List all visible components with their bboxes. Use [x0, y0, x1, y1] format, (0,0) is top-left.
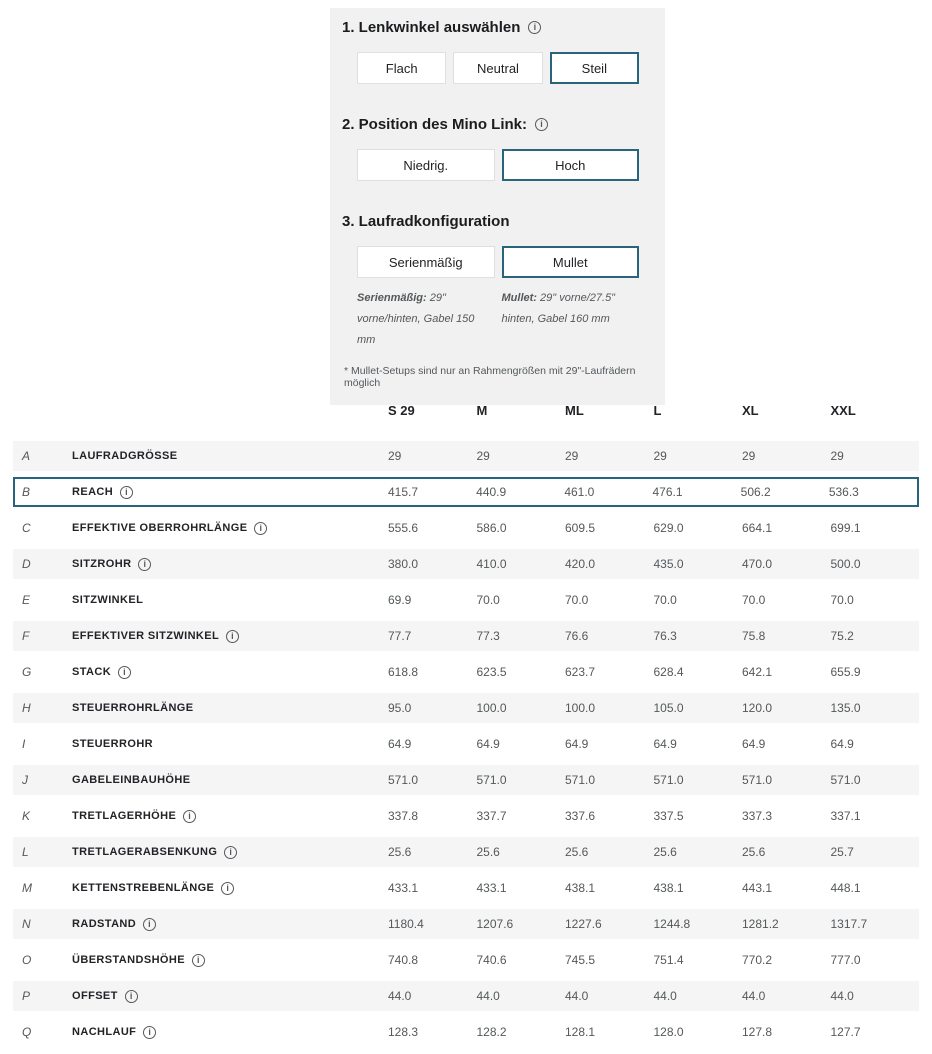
geometry-value: 44.0 [476, 989, 500, 1003]
row-letter: E [22, 593, 31, 607]
geometry-value: 29 [388, 449, 402, 463]
info-icon[interactable]: i [183, 810, 196, 823]
option-hoch-button[interactable]: Hoch [502, 149, 640, 181]
row-label [72, 522, 388, 535]
geometry-value: 1180.4 [388, 917, 424, 931]
geometry-value: 25.7 [830, 845, 854, 859]
row-label-text: ÜBERSTANDSHÖHE [72, 954, 185, 966]
row-label [72, 774, 388, 786]
geometry-value: 44.0 [653, 989, 677, 1003]
geometry-value: 745.5 [565, 953, 596, 967]
geometry-value: 77.3 [476, 629, 500, 643]
geometry-value: 76.6 [565, 629, 589, 643]
geometry-value: 76.3 [653, 629, 677, 643]
option-mullet-button[interactable]: Mullet [502, 246, 640, 278]
minolink-section-title [342, 116, 653, 133]
description-lead: Mullet: [501, 292, 537, 304]
geometry-value: 64.9 [653, 737, 677, 751]
info-icon[interactable]: i [226, 630, 239, 643]
row-letter: M [22, 881, 32, 895]
geometry-value: 128.1 [565, 1025, 596, 1039]
row-label [72, 558, 388, 571]
info-icon[interactable]: i [143, 1026, 156, 1039]
geometry-value: 25.6 [742, 845, 766, 859]
geometry-value: 69.9 [388, 593, 412, 607]
geometry-value: 44.0 [565, 989, 589, 1003]
geometry-value: 555.6 [388, 521, 419, 535]
info-icon[interactable]: i [120, 486, 133, 499]
geometry-row-k[interactable] [13, 801, 919, 831]
row-label-text: LAUFRADGRÖSSE [72, 450, 178, 462]
row-label-text: KETTENSTREBENLÄNGE [72, 882, 215, 894]
headangle-section-title [342, 19, 653, 36]
geometry-row-q[interactable] [13, 1017, 919, 1047]
geometry-value: 623.7 [565, 665, 596, 679]
wheelconfig-section-title [342, 213, 653, 230]
row-label [72, 486, 388, 499]
size-header-row [13, 395, 919, 425]
geometry-value: 135.0 [830, 701, 861, 715]
geometry-value: 337.3 [742, 809, 773, 823]
mullet-footnote: * Mullet-Setups sind nur an Rahmengrößen mit 29"-Laufrädern möglich [344, 365, 636, 389]
geometry-row-h[interactable] [13, 693, 919, 723]
row-label-text: SITZWINKEL [72, 594, 144, 606]
row-label-text: REACH [72, 486, 114, 498]
row-letter: I [22, 737, 26, 751]
geometry-value: 571.0 [830, 773, 861, 787]
row-letter: P [22, 989, 31, 1003]
geometry-value: 415.7 [388, 485, 419, 499]
geometry-row-m[interactable] [13, 873, 919, 903]
geometry-row-c[interactable] [13, 513, 919, 543]
geometry-value: 433.1 [388, 881, 419, 895]
geometry-value: 70.0 [830, 593, 854, 607]
geometry-value: 105.0 [653, 701, 684, 715]
minolink-title-text: 2. Position des Mino Link: [342, 116, 528, 133]
geometry-value: 95.0 [388, 701, 412, 715]
geometry-value: 337.6 [565, 809, 596, 823]
geometry-value: 1227.6 [565, 917, 602, 931]
geometry-value: 699.1 [830, 521, 861, 535]
option-neutral-button[interactable]: Neutral [453, 52, 542, 84]
geometry-value: 337.1 [830, 809, 861, 823]
row-label-text: STEUERROHRLÄNGE [72, 702, 194, 714]
option-flach-button[interactable]: Flach [357, 52, 446, 84]
geometry-value: 25.6 [388, 845, 412, 859]
row-label [72, 450, 388, 462]
row-letter: B [22, 485, 31, 499]
geometry-value: 655.9 [830, 665, 861, 679]
geometry-value: 623.5 [476, 665, 507, 679]
geometry-value: 506.2 [740, 485, 771, 499]
geometry-row-a[interactable] [13, 441, 919, 471]
geometry-value: 500.0 [830, 557, 861, 571]
size-column-header: ML [565, 402, 584, 418]
geometry-value: 435.0 [653, 557, 684, 571]
info-icon[interactable]: i [192, 954, 205, 967]
geometry-value: 586.0 [476, 521, 507, 535]
geometry-value: 337.5 [653, 809, 684, 823]
geometry-value: 1207.6 [476, 917, 514, 931]
row-label-text: TRETLAGERHÖHE [72, 810, 177, 822]
geometry-value: 410.0 [476, 557, 507, 571]
geometry-value: 44.0 [742, 989, 766, 1003]
row-label-text: GABELEINBAUHÖHE [72, 774, 191, 786]
row-label [72, 954, 388, 967]
row-letter: G [22, 665, 32, 679]
row-label [72, 882, 388, 895]
geometry-value: 433.1 [476, 881, 507, 895]
geometry-row-g[interactable] [13, 657, 919, 687]
row-label [72, 594, 388, 606]
geometry-row-f[interactable] [13, 621, 919, 651]
geometry-value: 628.4 [653, 665, 684, 679]
row-label-text: EFFEKTIVE OBERROHRLÄNGE [72, 522, 248, 534]
geometry-value: 64.9 [388, 737, 412, 751]
geometry-value: 1244.8 [653, 917, 691, 931]
geometry-value: 476.1 [652, 485, 683, 499]
row-label [72, 702, 388, 714]
geometry-value: 609.5 [565, 521, 596, 535]
size-column-header: XL [742, 402, 759, 418]
description-text: 29" vorne/27.5" hinten, Gabel 160 mm [501, 292, 616, 325]
row-label [72, 630, 388, 643]
row-letter: Q [22, 1025, 32, 1039]
geometry-value: 25.6 [653, 845, 677, 859]
row-label [72, 810, 388, 823]
row-letter: N [22, 917, 31, 931]
geometry-row-d[interactable] [13, 549, 919, 579]
mullet-description [502, 288, 640, 351]
geometry-row-e[interactable] [13, 585, 919, 615]
geometry-value: 29 [653, 449, 667, 463]
wheelconfig-title-text: 3. Laufradkonfiguration [342, 213, 510, 230]
geometry-rows [0, 441, 932, 1047]
geometry-value: 740.8 [388, 953, 419, 967]
geometry-value: 120.0 [742, 701, 773, 715]
row-label [72, 738, 388, 750]
geometry-value: 571.0 [742, 773, 773, 787]
serienmaessig-description [357, 288, 495, 351]
wheelconfig-descriptions [357, 288, 639, 351]
geometry-value: 571.0 [565, 773, 596, 787]
geometry-value: 29 [565, 449, 579, 463]
geometry-value: 629.0 [653, 521, 684, 535]
geometry-value: 64.9 [565, 737, 589, 751]
size-column-header: XXL [830, 402, 856, 418]
geometry-value: 618.8 [388, 665, 419, 679]
info-icon[interactable]: i [528, 21, 541, 34]
info-icon[interactable]: i [118, 666, 131, 679]
geometry-value: 29 [742, 449, 756, 463]
row-label-text: SITZROHR [72, 558, 132, 570]
geometry-value: 44.0 [388, 989, 412, 1003]
geometry-value: 128.0 [653, 1025, 684, 1039]
headangle-options [357, 52, 639, 84]
geometry-value: 70.0 [476, 593, 500, 607]
geometry-row-p[interactable] [13, 981, 919, 1011]
geometry-value: 571.0 [388, 773, 419, 787]
geometry-value: 44.0 [830, 989, 854, 1003]
info-icon[interactable]: i [224, 846, 237, 859]
description-lead: Serienmäßig: [357, 292, 427, 304]
geometry-value: 751.4 [653, 953, 684, 967]
row-label [72, 918, 388, 931]
geometry-value: 337.7 [476, 809, 507, 823]
geometry-row-l[interactable] [13, 837, 919, 867]
geometry-value: 380.0 [388, 557, 419, 571]
info-icon[interactable]: i [143, 918, 156, 931]
size-column-header: L [653, 402, 662, 418]
geometry-row-o[interactable] [13, 945, 919, 975]
geometry-row-n[interactable] [13, 909, 919, 939]
geometry-value: 777.0 [830, 953, 861, 967]
row-letter: K [22, 809, 31, 823]
geometry-value: 571.0 [476, 773, 507, 787]
geometry-value: 448.1 [830, 881, 861, 895]
info-icon[interactable]: i [125, 990, 138, 1003]
geometry-row-b[interactable] [13, 477, 919, 507]
geometry-table [0, 395, 932, 1053]
headangle-title-text: 1. Lenkwinkel auswählen [342, 19, 521, 36]
geometry-value: 127.8 [742, 1025, 773, 1039]
geometry-value: 70.0 [653, 593, 677, 607]
geometry-value: 127.7 [830, 1025, 861, 1039]
row-label-text: STEUERROHR [72, 738, 154, 750]
geometry-value: 64.9 [830, 737, 854, 751]
row-label [72, 846, 388, 859]
row-letter: H [22, 701, 31, 715]
info-icon[interactable]: i [254, 522, 267, 535]
row-label [72, 1026, 388, 1039]
minolink-options [357, 149, 639, 181]
geometry-value: 470.0 [742, 557, 773, 571]
row-label-text: EFFEKTIVER SITZWINKEL [72, 630, 220, 642]
geometry-value: 571.0 [653, 773, 684, 787]
geometry-value: 64.9 [742, 737, 766, 751]
size-column-header: S 29 [388, 402, 415, 418]
geometry-value: 420.0 [565, 557, 596, 571]
geometry-value: 1281.2 [742, 917, 779, 931]
geometry-value: 740.6 [476, 953, 507, 967]
geometry-config-panel [330, 8, 665, 405]
geometry-row-j[interactable] [13, 765, 919, 795]
row-label-text: STACK [72, 666, 112, 678]
geometry-value: 461.0 [564, 485, 595, 499]
row-label-text: TRETLAGERABSENKUNG [72, 846, 218, 858]
geometry-value: 29 [476, 449, 490, 463]
geometry-value: 642.1 [742, 665, 773, 679]
geometry-value: 443.1 [742, 881, 773, 895]
row-label [72, 990, 388, 1003]
geometry-value: 337.8 [388, 809, 419, 823]
geometry-value: 29 [830, 449, 844, 463]
geometry-value: 770.2 [742, 953, 773, 967]
row-letter: L [22, 845, 29, 859]
row-letter: J [22, 773, 28, 787]
geometry-value: 100.0 [476, 701, 507, 715]
geometry-value: 664.1 [742, 521, 773, 535]
option-serienmaessig-button[interactable]: Serienmäßig [357, 246, 495, 278]
row-letter: O [22, 953, 32, 967]
geometry-value: 25.6 [565, 845, 589, 859]
geometry-row-i[interactable] [13, 729, 919, 759]
geometry-value: 77.7 [388, 629, 412, 643]
info-icon[interactable]: i [221, 882, 234, 895]
row-letter: D [22, 557, 31, 571]
info-icon[interactable]: i [535, 118, 548, 131]
row-label-text: NACHLAUF [72, 1026, 137, 1038]
size-column-header: M [476, 402, 488, 418]
row-letter: C [22, 521, 31, 535]
geometry-value: 70.0 [742, 593, 766, 607]
geometry-value: 128.2 [476, 1025, 507, 1039]
row-label [72, 666, 388, 679]
geometry-value: 64.9 [476, 737, 500, 751]
row-label-text: OFFSET [72, 990, 118, 1002]
geometry-value: 438.1 [653, 881, 684, 895]
geometry-value: 440.9 [476, 485, 507, 499]
info-icon[interactable]: i [138, 558, 151, 571]
geometry-value: 25.6 [476, 845, 500, 859]
option-niedrig-button[interactable]: Niedrig. [357, 149, 495, 181]
row-letter: F [22, 629, 30, 643]
description-text: 29" vorne/hinten, Gabel 150 mm [357, 292, 475, 346]
geometry-value: 1317.7 [830, 917, 868, 931]
geometry-value: 536.3 [828, 485, 859, 499]
geometry-value: 70.0 [565, 593, 589, 607]
option-steil-button[interactable]: Steil [550, 52, 639, 84]
row-label-text: RADSTAND [72, 918, 137, 930]
geometry-value: 438.1 [565, 881, 596, 895]
geometry-value: 100.0 [565, 701, 596, 715]
geometry-value: 75.2 [830, 629, 854, 643]
wheelconfig-options [357, 246, 639, 278]
geometry-value: 75.8 [742, 629, 766, 643]
geometry-value: 128.3 [388, 1025, 419, 1039]
row-letter: A [22, 449, 31, 463]
